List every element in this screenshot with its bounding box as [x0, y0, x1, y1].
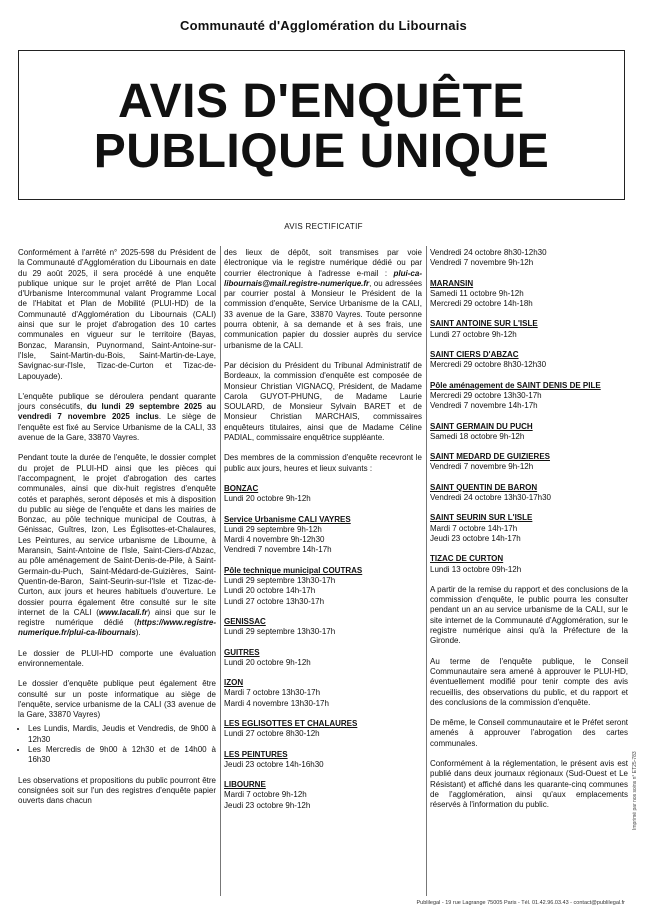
location-name: SAINT SEURIN SUR L'ISLE — [430, 513, 533, 523]
time-slot: Vendredi 7 novembre 14h-17h — [430, 401, 538, 411]
location-name: LES PEINTURES — [224, 749, 288, 759]
paragraph: Conformément à l'arrêté n° 2025-598 du Président de la Communauté d'Agglomération du Libournais en date du 29 août 2025, il sera procédé à une enquête publique unique sur le projet arrêté de Plan Local d'Urbanisme Intercommunal valant Programme Local de l'Habitat et Plan de Mobilité (PLUI-HD) de la Communauté d'Agglomération du Libournais (CALI) ainsi que sur le projet d'abrogation des 10 cartes communales en vigueur sur le territoire (Bayas, Bonzac, Maransin, Puynormand, Saint-Antoine-sur-l'Isle, Saint-Martin-du-Bois, Saint-Martin-de-Laye, Savignac-sur-l'Isle, Tizac-de-Curton et Tizac-de-Lapouyade). — [18, 248, 216, 381]
paragraph: Au terme de l'enquête publique, le Conseil Communautaire sera amené à approuver le PLUI-HD, éventuellement modifié pour tenir compte des avis recueillis, des observations du public, et du rapport et des conclusions de la commission d'enquête. — [430, 656, 628, 707]
location-name: Service Urbanisme CALI VAYRES — [224, 514, 351, 524]
registry-link[interactable]: https://www.registre-numerique.fr/plui-ca-libournais — [18, 618, 216, 638]
time-slot: Mardi 4 novembre 9h-12h30 — [224, 535, 325, 545]
location-block — [224, 780, 422, 811]
location-name: Pôle aménagement de SAINT DENIS DE PILE — [430, 380, 601, 390]
time-slot: Mercredi 29 octobre 8h30-12h30 — [430, 360, 547, 370]
text: , ou adressées par courrier postal à Monsieur le Président de la commission d'enquête, Service Urbanisme de la CALI, 33 avenue de la Gare, 33870 Vayres. Toute personne pourra obtenir, à sa demande et à ses frais, une communication papier du dossier auprès du service urbanisme de la CALI. — [224, 278, 422, 350]
email-link[interactable]: plui-ca-libournais@mail.registre-numerique.fr — [224, 268, 422, 288]
time-slot: Vendredi 7 novembre 9h-12h — [430, 462, 534, 472]
time-slot: Mardi 7 octobre 13h30-17h — [224, 688, 321, 698]
time-slot: Samedi 18 octobre 9h-12h — [430, 431, 525, 441]
location-name: BONZAC — [224, 483, 259, 493]
time-slot: Vendredi 24 octobre 13h30-17h30 — [430, 493, 551, 503]
locations-list — [430, 279, 628, 575]
hours-list — [18, 724, 216, 765]
publisher-footer: Publilegal - 19 rue Lagrange 75005 Paris - Tél. 01.42.96.03.43 - contact@publilegal.fr — [416, 900, 625, 906]
location-block — [430, 452, 628, 473]
location-name: IZON — [224, 678, 244, 688]
text: L'enquête publique se déroulera pendant quarante jours consécutifs, — [18, 391, 216, 412]
location-name: GENISSAC — [224, 616, 266, 626]
location-block — [224, 719, 422, 740]
column-1 — [18, 248, 216, 817]
time-slot: Lundi 13 octobre 09h-12h — [430, 564, 522, 574]
location-name: SAINT MEDARD DE GUIZIERES — [430, 452, 551, 462]
time-slot: Vendredi 24 octobre 8h30-12h30 — [430, 248, 547, 257]
location-block — [224, 617, 422, 638]
time-slot: Lundi 27 octobre 8h30-12h — [224, 729, 320, 739]
time-slot: Lundi 20 octobre 9h-12h — [224, 657, 311, 667]
enquiry-dates: du lundi 29 septembre 2025 au vendredi 7 novembre 2025 inclus — [18, 402, 217, 422]
time-slot: Lundi 20 octobre 14h-17h — [224, 586, 316, 596]
time-slot: Jeudi 23 octobre 14h-17h — [430, 533, 521, 543]
paragraph: Par décision du Président du Tribunal Administratif de Bordeaux, la commission d'enquête est composée de Monsieur Christian VIGNACQ, Président, de Madame Carola GUYOT-PHUNG, de Madame Laurie SOULARD, de Monsieur Sylvain BARET et de Monsieur Christian MARCHAIS, commissaires enquêteurs titulaires, ainsi que de Madame Céline PADIAL, commissaire enquêtrice suppléante. — [224, 360, 422, 443]
location-name: TIZAC DE CURTON — [430, 554, 504, 564]
print-reference: Imprimé par nos soins n° ET25-783 — [632, 751, 638, 830]
time-slot: Mardi 7 octobre 14h-17h — [430, 523, 518, 533]
time-slot: Lundi 20 octobre 9h-12h — [224, 494, 311, 504]
location-name: Pôle technique municipal COUTRAS — [224, 565, 363, 575]
location-block — [430, 483, 628, 504]
text: Pendant toute la durée de l'enquête, le dossier complet du projet de PLUI-HD ainsi que les pièces qui l'accompagnent, le projet d'abrogation des cartes communales, ainsi que dix-huit registres d'enquête cotés et paraphés, seront déposés et mis à disposition du public au siège de l'enquête et dans les mairies de Bonzac, au pôle technique municipal de Coutras, à Génissac, Guîtres, Izon, Les Églisottes-et-Chalaures, Les Peintures, au service urbanisme de Libourne, à Maransin, Saint-Antoine de l'Isle, Saint-Ciers-d'Abzac, au pôle aménagement de Saint-Denis-de-Pile, à Saint-Germain-du-Puch, Saint-Médard-de-Guizières, Saint-Quentin-de-Baron, Saint-Seurin-sur-l'Isle et Tizac-de-Curton, aux jours et heures habituels d'ouverture. Le dossier pourra également être consulté sur le site internet de la CALI ( — [18, 453, 216, 617]
location-block — [224, 515, 422, 556]
column-3 — [430, 248, 628, 820]
location-name: SAINT GERMAIN DU PUCH — [430, 421, 533, 431]
paragraph: Conformément à la réglementation, le présent avis est publié dans deux journaux régionaux (Sud-Ouest et Le Résistant) et affiché dans les quarante-cinq communes de l'agglomération, ainsi qu'aux emplacements réservés à l'information du public. — [430, 758, 628, 810]
location-block — [430, 554, 628, 575]
location-block — [430, 422, 628, 443]
location-block — [224, 566, 422, 607]
time-slot: Lundi 27 octobre 13h30-17h — [224, 596, 325, 606]
locations-list — [224, 484, 422, 811]
title-line-2: PUBLIQUE UNIQUE — [93, 125, 550, 178]
paragraph — [18, 392, 216, 443]
column-2 — [224, 248, 422, 821]
location-block — [430, 319, 628, 340]
column-divider — [220, 246, 221, 896]
location-name: GUITRES — [224, 647, 260, 657]
location-block — [224, 484, 422, 505]
time-slot: Mardi 7 octobre 9h-12h — [224, 790, 307, 800]
location-name: MARANSIN — [430, 278, 474, 288]
list-item: • Les Mercredis de 9h00 à 12h30 et de 14h00 à 16h30 — [28, 745, 216, 766]
paragraph: De même, le Conseil communautaire et le Préfet seront amenés à approuver l'abrogation des cartes communales. — [430, 718, 628, 748]
location-block — [430, 279, 628, 310]
text: . Le siège de l'enquête est fixé au Service Urbanisme de la CALI, 33 avenue de la Gare, 33870 Vayres. — [18, 412, 216, 443]
title-line-1: AVIS D'ENQUÊTE — [118, 75, 525, 128]
location-continued — [430, 248, 628, 269]
paragraph: Le dossier d'enquête publique peut également être consulté sur un poste informatique au siège de l'enquête, service urbanisme de la CALI (33 avenue de la Gare, 33870 Vayres) — [18, 679, 216, 720]
time-slot: Vendredi 7 novembre 14h-17h — [224, 545, 332, 555]
website-link[interactable]: www.lacali.fr — [98, 607, 148, 617]
list-item: • Les Lundis, Mardis, Jeudis et Vendredis, de 9h00 à 12h30 — [28, 724, 216, 745]
location-block — [224, 750, 422, 771]
time-slot: Lundi 29 septembre 13h30-17h — [224, 576, 336, 586]
time-slot: Mercredi 29 octobre 13h30-17h — [430, 390, 542, 400]
location-name: LES EGLISOTTES ET CHALAURES — [224, 718, 358, 728]
time-slot: Jeudi 23 octobre 9h-12h — [224, 800, 311, 810]
subtitle: AVIS RECTIFICATIF — [284, 222, 363, 231]
text: ) ainsi que sur le registre numérique dédié ( — [18, 607, 216, 628]
time-slot: Lundi 29 septembre 13h30-17h — [224, 627, 336, 637]
location-block — [430, 350, 628, 371]
location-name: SAINT ANTOINE SUR L'ISLE — [430, 319, 538, 329]
paragraph: Les observations et propositions du public pourront être consignées soit sur l'un des registres d'enquête papier ouverts dans chacun — [18, 775, 216, 806]
time-slot: Mercredi 29 octobre 14h-18h — [430, 299, 533, 309]
time-slot: Mardi 4 novembre 13h30-17h — [224, 698, 329, 708]
paragraph: A partir de la remise du rapport et des conclusions de la commission d'enquête, le public pourra les consulter pendant un an au service urbanisme de la CALI, sur le site internet de la Communauté d'Agglomération, sur le registre numérique ainsi qu'à la Préfecture de la Gironde. — [430, 584, 628, 646]
time-slot: Samedi 11 octobre 9h-12h — [430, 288, 524, 298]
text: ). — [135, 628, 141, 638]
location-name: SAINT CIERS D'ABZAC — [430, 350, 519, 360]
location-name: SAINT QUENTIN DE BARON — [430, 482, 538, 492]
location-block — [224, 678, 422, 709]
paragraph: Des membres de la commission d'enquête recevront le public aux jours, heures et lieux suivants : — [224, 453, 422, 473]
time-slot: Jeudi 23 octobre 14h-16h30 — [224, 759, 324, 769]
title-box — [18, 50, 625, 200]
paragraph — [224, 248, 422, 351]
location-block — [430, 381, 628, 412]
paragraph — [18, 453, 216, 638]
paragraph: Le dossier de PLUI-HD comporte une évaluation environnementale. — [18, 648, 216, 668]
time-slot: Lundi 29 septembre 9h-12h — [224, 524, 322, 534]
text: des lieux de dépôt, soit transmises par voie électronique via le registre numérique dédié ou par courrier électronique à l'adresse e-mail : — [224, 248, 422, 278]
location-name: LIBOURNE — [224, 780, 266, 790]
location-block — [224, 648, 422, 669]
column-divider — [426, 246, 427, 896]
location-block — [430, 513, 628, 544]
organization-header: Communauté d'Agglomération du Libournais — [180, 18, 467, 33]
time-slot: Vendredi 7 novembre 9h-12h — [430, 258, 534, 268]
time-slot: Lundi 27 octobre 9h-12h — [430, 329, 517, 339]
